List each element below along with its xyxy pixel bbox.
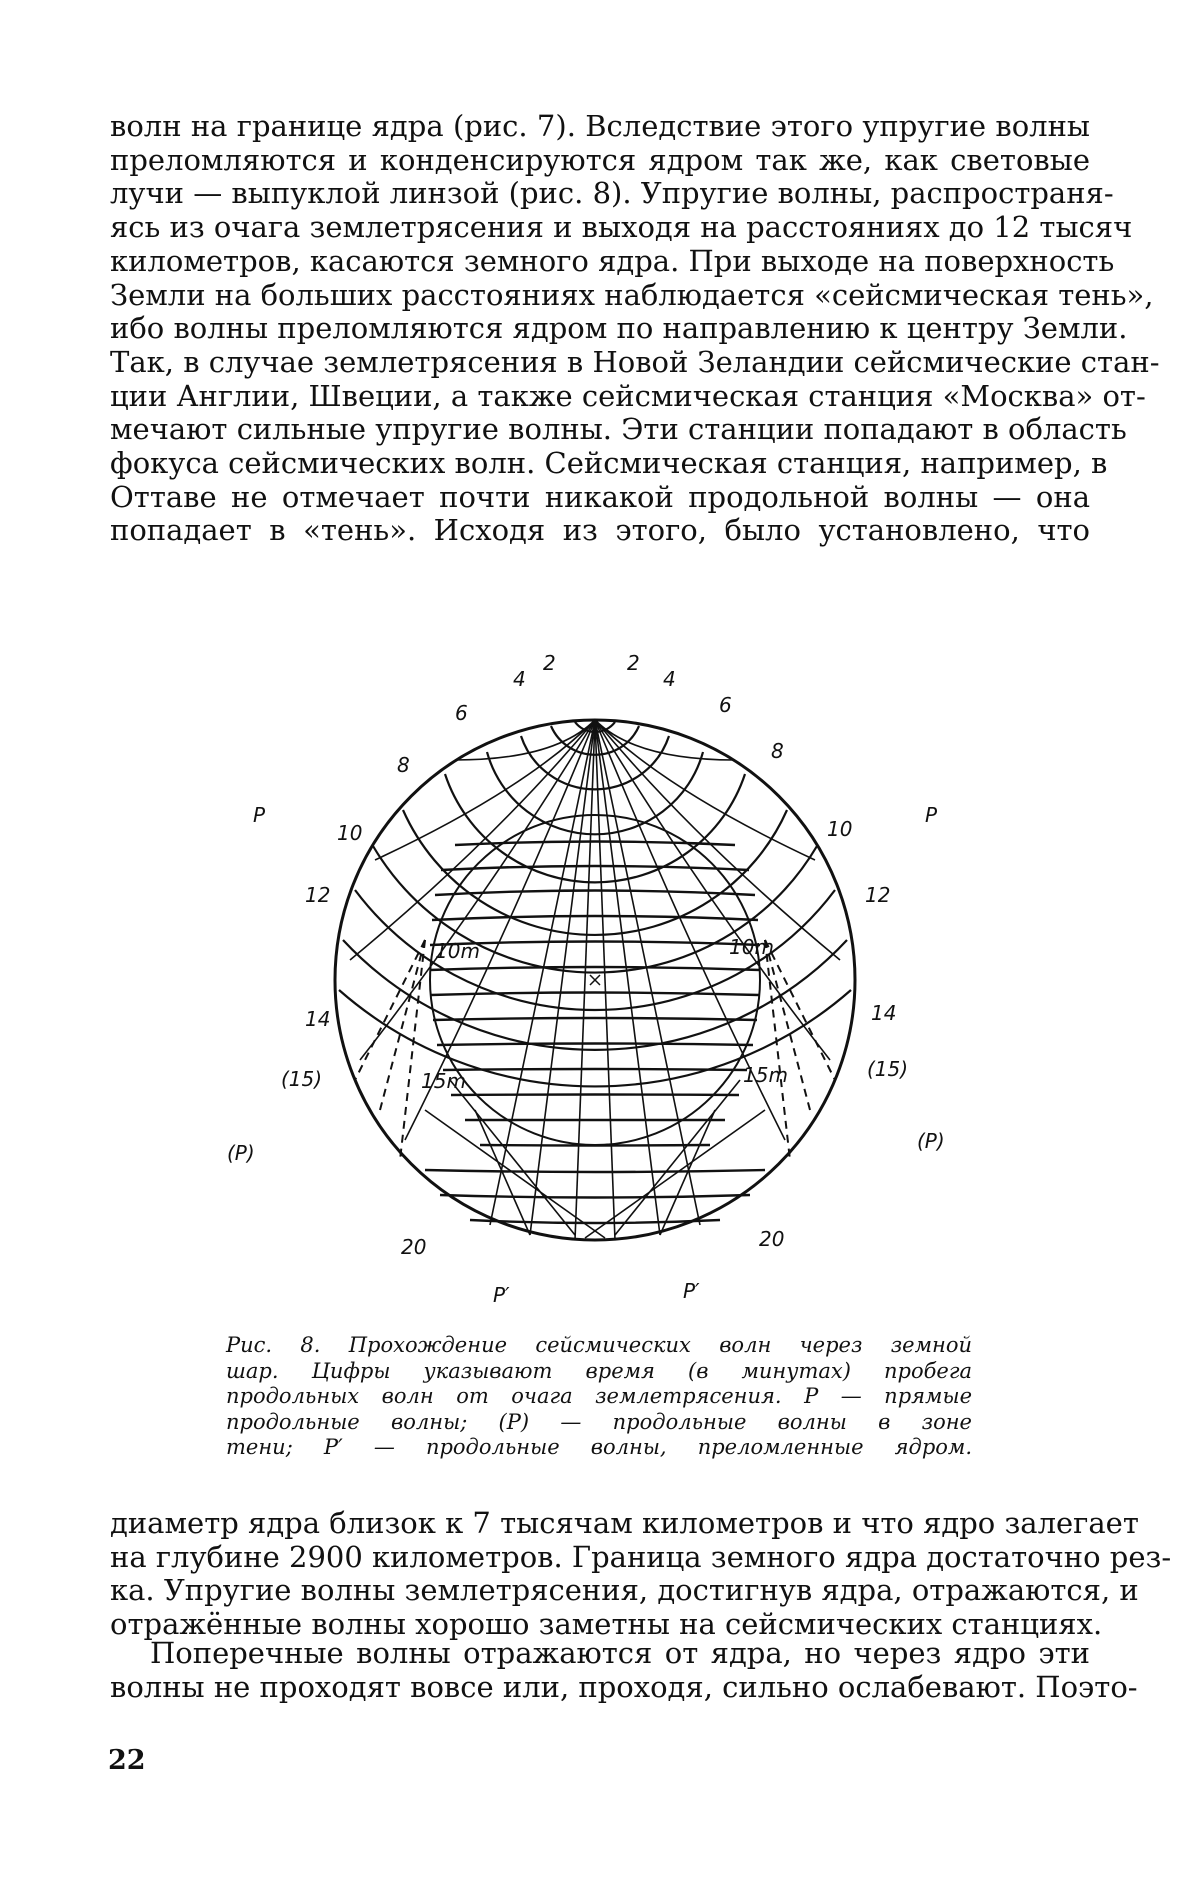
text-line: шар. Цифры указывают время (в минутах) пробега [226, 1358, 972, 1383]
text-line: километров, касаются земного ядра. При выходе на поверхность [110, 243, 1115, 278]
text-line: на глубине 2900 километров. Граница земного ядра достаточно рез- [110, 1539, 1172, 1574]
text-line: отражённые волны хорошо заметны на сейсмических станциях. [110, 1607, 1103, 1642]
text-line: ясь из очага землетрясения и выходя на расстояниях до 12 тысяч [110, 210, 1133, 245]
label-15m-right: 15m [743, 1063, 788, 1087]
label-15m-left: 15m [421, 1069, 466, 1093]
text-line: фокуса сейсмических волн. Сейсмическая станция, например, в [110, 446, 1108, 481]
label-12-right: 12 [865, 883, 891, 907]
label-p-right: P [925, 803, 938, 827]
center-mark [590, 975, 600, 985]
text-line: Земли на больших расстояниях наблюдается «сейсмическая тень», [110, 277, 1154, 312]
label-p-left: P [253, 803, 266, 827]
text-line: ибо волны преломляются ядром по направлению к центру Земли. [110, 311, 1128, 346]
text-line: Так, в случае землетрясения в Новой Зеландии сейсмические стан- [110, 344, 1160, 379]
label-10m-left: 10m [435, 939, 480, 963]
label-20-right: 20 [759, 1227, 785, 1251]
label-15-left: (15) [281, 1067, 323, 1091]
text-line: лучи — выпуклой линзой (рис. 8). Упругие волны, распространя- [110, 176, 1114, 211]
page-number: 22 [108, 1745, 146, 1776]
text-line: Поперечные волны отражаются от ядра, но через ядро эти [150, 1636, 1090, 1670]
label-2-right: 2 [627, 651, 640, 675]
label-10m-right: 10m [729, 935, 774, 959]
text-line: мечают сильные упругие волны. Эти станции попадают в область [110, 412, 1127, 447]
refracted-rays [425, 1080, 765, 1238]
text-line: ка. Упругие волны землетрясения, достигнув ядра, отражаются, и [110, 1573, 1139, 1608]
label-4-right: 4 [663, 667, 676, 691]
label-8-right: 8 [771, 739, 784, 763]
label-shadow-p-right: (P) [917, 1129, 945, 1153]
label-pprime-right: P′ [683, 1279, 700, 1303]
label-14-right: 14 [871, 1001, 897, 1025]
label-4-left: 4 [513, 667, 526, 691]
text-line: Оттаве не отмечает почти никакой продольной волны — она [110, 479, 1090, 514]
label-pprime-left: P′ [493, 1283, 510, 1307]
paragraph-bottom [110, 1636, 1138, 1704]
text-line: диаметр ядра близок к 7 тысячам километров и что ядро залегает [110, 1506, 1139, 1540]
text-line: продольных волн от очага землетрясения. P — прямые [226, 1384, 972, 1409]
label-6-left: 6 [455, 701, 468, 725]
text-line: волн на границе ядра (рис. 7). Вследствие этого упругие волны [110, 109, 1090, 143]
label-10-right: 10 [827, 817, 853, 841]
paragraph-top [110, 109, 1160, 548]
label-8-left: 8 [397, 753, 410, 777]
paragraph-middle [110, 1506, 1172, 1642]
label-shadow-p-left: (P) [227, 1141, 255, 1165]
label-20-left: 20 [401, 1235, 427, 1259]
text-line: продольные волны; (P) — продольные волны в зоне [226, 1409, 972, 1434]
label-10-left: 10 [337, 821, 363, 845]
label-6-right: 6 [719, 693, 732, 717]
label-12-left: 12 [305, 883, 331, 907]
label-15-right: (15) [867, 1057, 909, 1081]
text-line: волны не проходят вовсе или, проходя, сильно ослабевают. Поэто- [110, 1669, 1138, 1704]
seismic-wave-figure [227, 640, 945, 1320]
text-line: Рис. 8. Прохождение сейсмических волн через земной [226, 1333, 972, 1357]
label-2-left: 2 [543, 651, 556, 675]
figure-caption [226, 1333, 972, 1461]
text-line: ции Англии, Швеции, а также сейсмическая станция «Москва» от- [110, 378, 1146, 413]
text-line: попадает в «тень». Исходя из этого, было установлено, что [110, 513, 1090, 548]
text-line: тени; P′ — продольные волны, преломленные ядром. [226, 1435, 972, 1460]
text-line: преломляются и конденсируются ядром так же, как световые [110, 142, 1090, 177]
label-14-left: 14 [305, 1007, 331, 1031]
